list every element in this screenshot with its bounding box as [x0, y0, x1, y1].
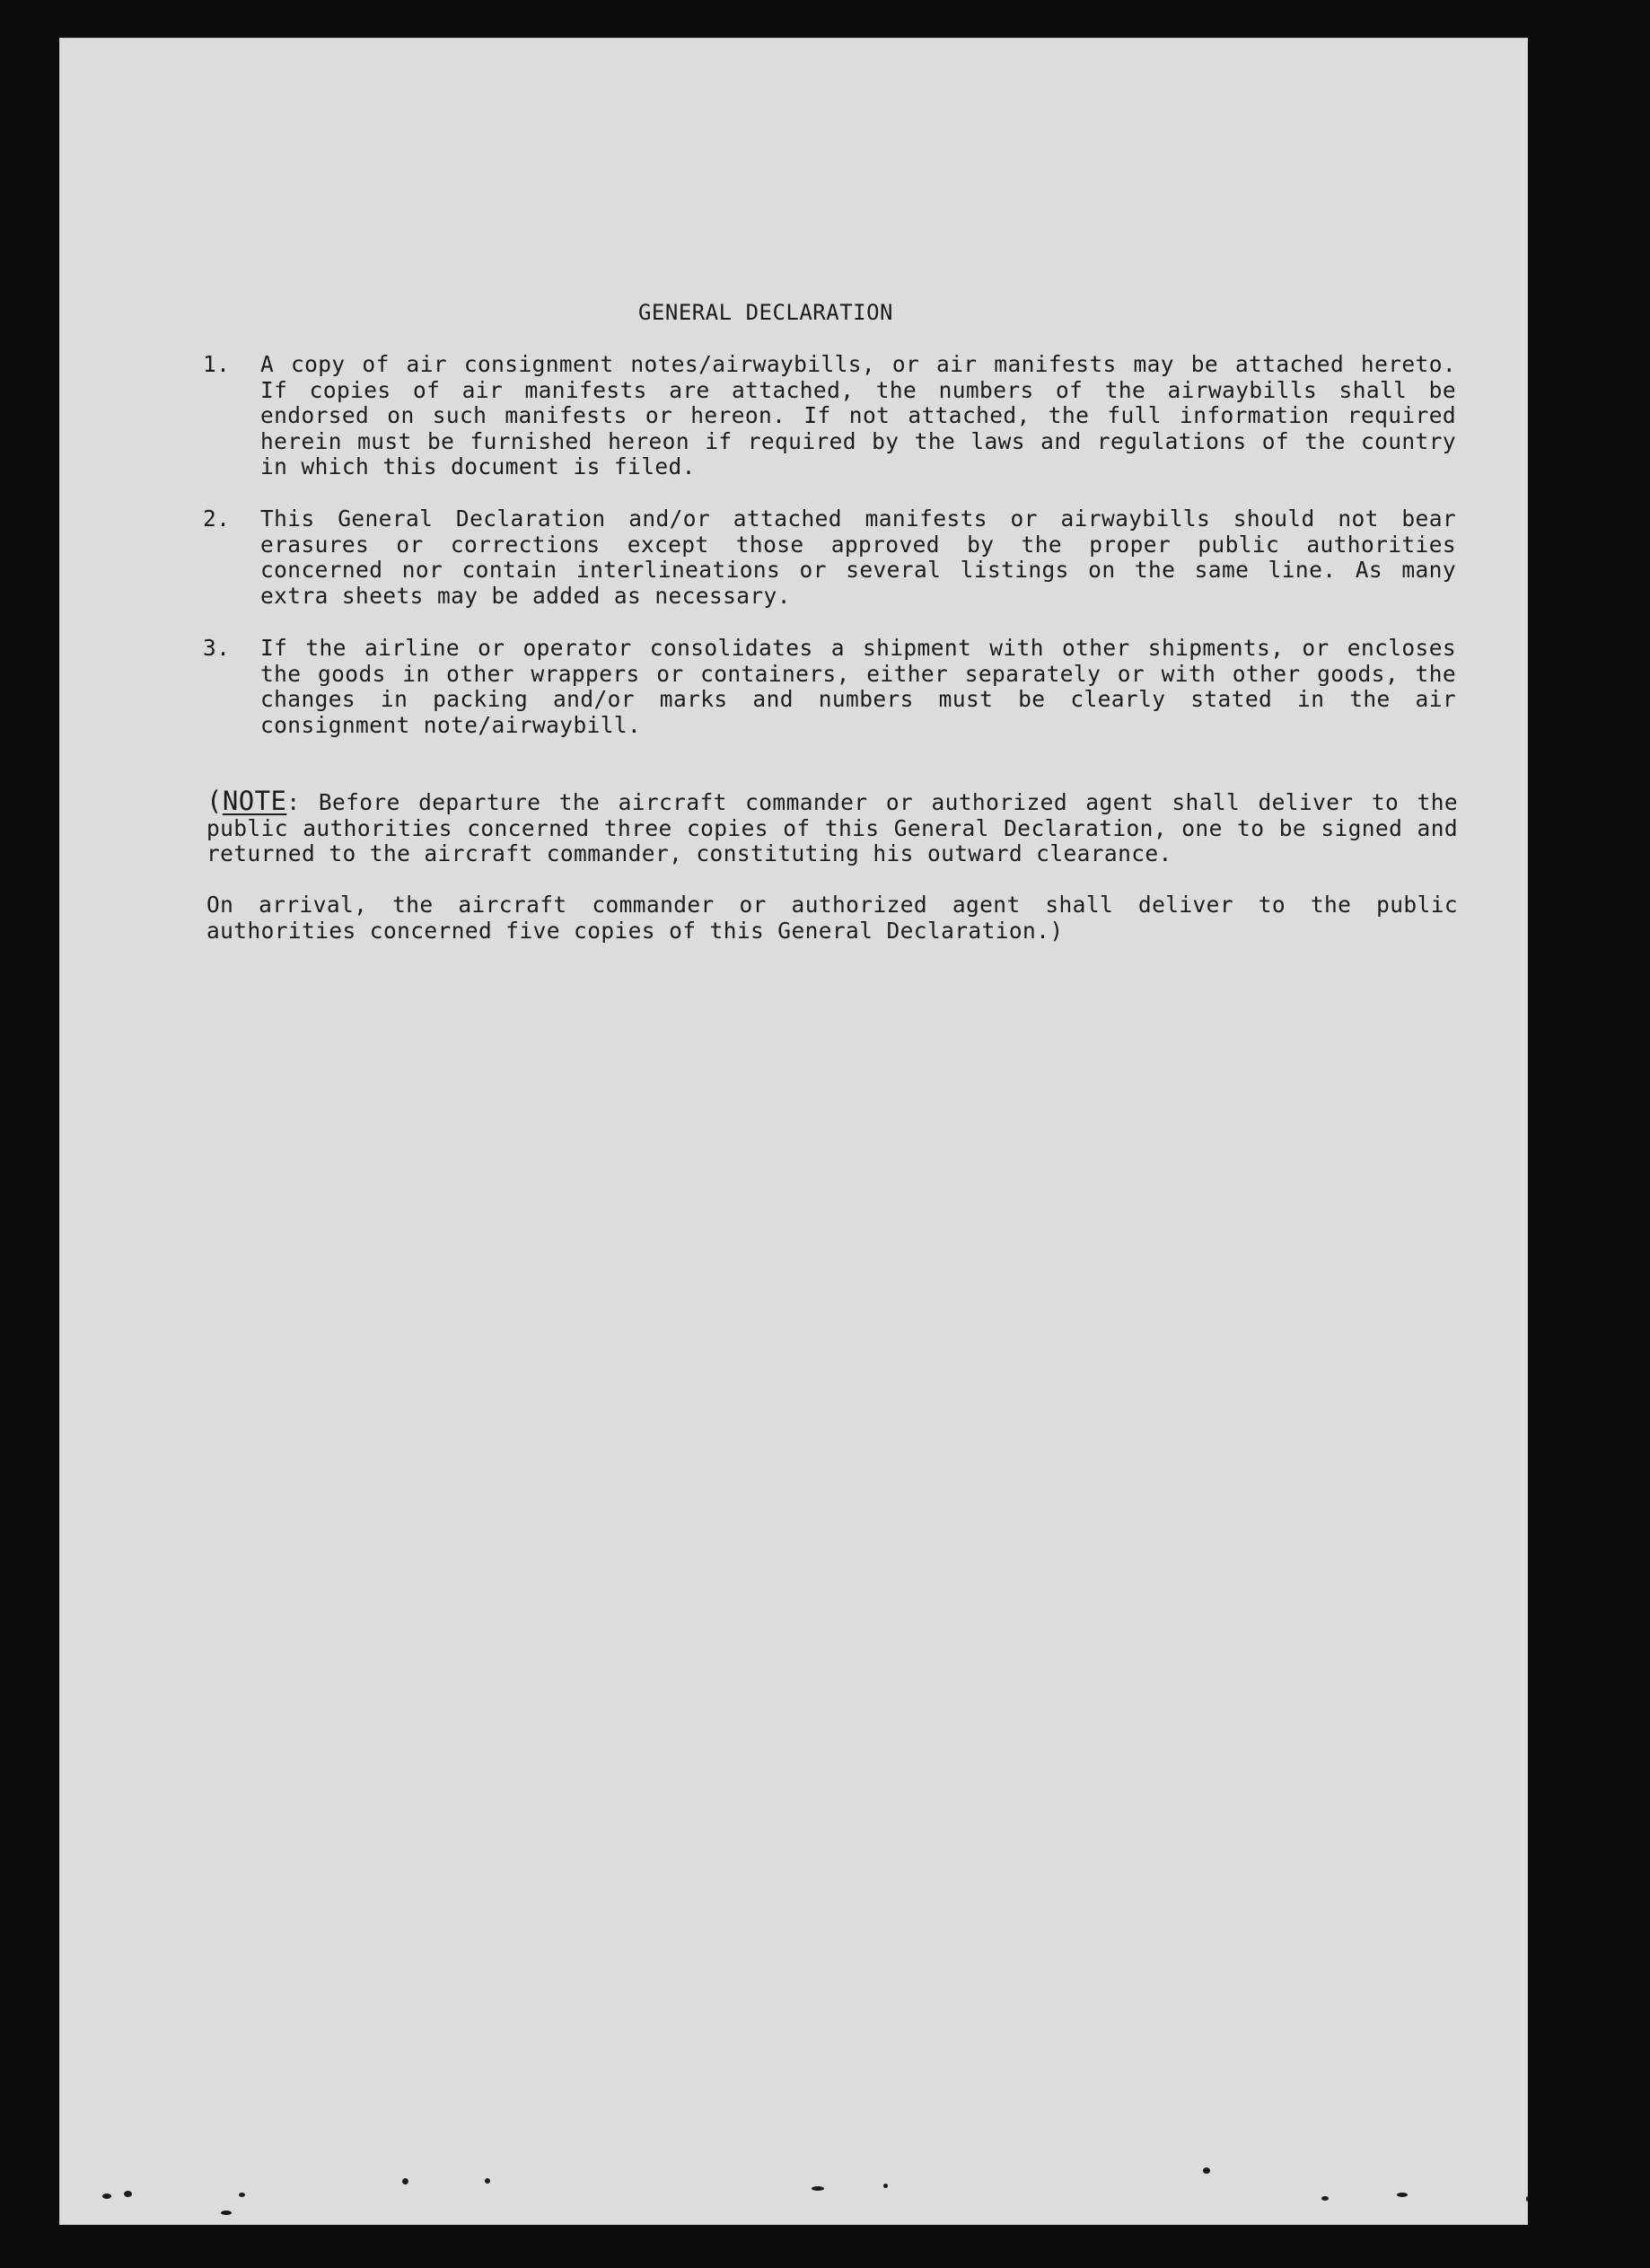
- scan-speck: [1526, 2196, 1528, 2202]
- item-number: 2.: [203, 505, 231, 532]
- document-page: [59, 38, 1528, 2225]
- scan-speck: [124, 2191, 132, 2197]
- item-text: This General Declaration and/or attached manifests or airwaybills should not bear erasures or corrections except those approved by the proper public authorities concerned nor contain interlineations or several listings on the same line. As many extra sheets may be added as necessary.: [260, 505, 1456, 609]
- document-title-text: GENERAL DECLARATION: [637, 300, 894, 325]
- note-open-paren: (: [206, 786, 223, 816]
- scan-speck: [402, 2178, 408, 2184]
- note-colon: :: [286, 789, 301, 815]
- item-text: If the airline or operator consolidates a shipment with other shipments, or encloses the goods in other wrappers or containers, either separately or with other goods, the changes in packing and/or marks and numbers must be clearly stated in the air consignment note/airwaybill.: [260, 635, 1456, 738]
- note-text: Before departure the aircraft commander or authorized agent shall deliver to the public authorities concerned three copies of this General Declaration, one to be signed and returned to the aircraft commander, constituting his outward clearance.: [206, 789, 1458, 867]
- document-title: [59, 300, 1528, 325]
- list-item: [203, 352, 1456, 480]
- scan-speck: [102, 2193, 111, 2199]
- departure-note: [206, 788, 1458, 867]
- list-item: [203, 636, 1456, 738]
- scan-speck: [1203, 2167, 1210, 2174]
- scan-speck: [1321, 2196, 1329, 2201]
- scan-speck: [812, 2186, 824, 2191]
- scan-speck: [883, 2184, 888, 2188]
- item-number: 1.: [203, 351, 231, 377]
- note-label: NOTE: [222, 786, 287, 816]
- scan-speck: [221, 2211, 232, 2215]
- scan-speck: [239, 2193, 245, 2197]
- item-text: A copy of air consignment notes/airwaybills, or air manifests may be attached hereto. If copies of air manifests are attached, the numbers of the airwaybills shall be endorsed on such manifests or hereon. If not attached, the full information required herein must be furnished hereon if required by the laws and regulations of the country in which this document is filed.: [260, 351, 1456, 480]
- item-number: 3.: [203, 635, 231, 661]
- arrival-note: On arrival, the aircraft commander or authorized agent shall deliver to the public authorities concerned five copies of this General Declaration.): [206, 892, 1458, 944]
- list-item: [203, 506, 1456, 609]
- scan-speck: [485, 2178, 490, 2184]
- scan-speck: [1397, 2193, 1408, 2197]
